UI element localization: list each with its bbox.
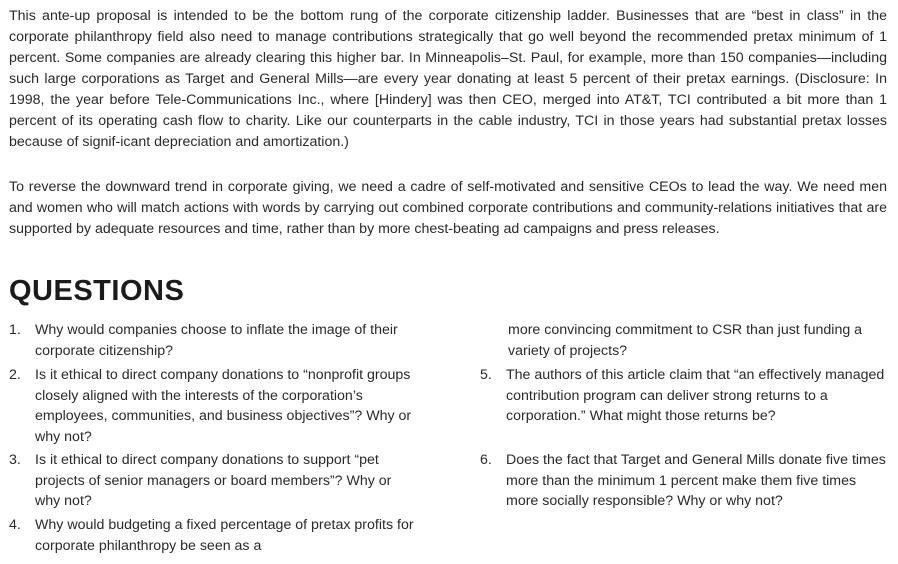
body-paragraph: This ante-up proposal is intended to be the bottom rung of the corporate citizenship ladder. Businesses that are “best in class” in the corporate philanthropy field also need to manage contributions strategically that go well beyond the recommended pretax minimum of 1 percent. Some companies are already clearing this higher bar. In Minneapolis–St. Paul, for example, more than 150 companies—including such large corporations as Target and General Mills—are every year donating at least 5 percent of their pretax earnings. (Disclosure: In 1998, the year before Tele-Communications Inc., where [Hindery] was then CEO, merged into AT&T, TCI contributed a bit more than 1 percent of its operating cash flow to charity. Like our counterparts in the cable industry, TCI in those years had substantial pretax losses because of signif-icant depreciation and amortization.) — [9, 8, 887, 150]
question-number: 3. — [9, 452, 21, 468]
question-text: Why would companies choose to inflate the image of their corporate citizenship? — [35, 322, 398, 359]
question-number: 5. — [480, 367, 492, 383]
question-continuation: more convincing commitment to CSR than just funding a variety of projects? — [508, 322, 863, 359]
question-number: 4. — [9, 517, 21, 533]
question-text: The authors of this article claim that “an effectively managed contribution program can deliver strong returns to a corporation.” What might those returns be? — [506, 367, 885, 424]
question-text: Is it ethical to direct company donations to support “pet projects of senior managers or board members”? Why or why not? — [35, 452, 392, 509]
question-number: 1. — [9, 322, 21, 338]
question-number: 2. — [9, 367, 21, 383]
question-text: Is it ethical to direct company donations to “nonprofit groups closely aligned with the interests of the corporation’s employees, communities, and business objectives”? Why or why not? — [35, 367, 412, 445]
section-heading: QUESTIONS — [9, 275, 185, 307]
body-paragraph: To reverse the downward trend in corporate giving, we need a cadre of self-motivated and sensitive CEOs to lead the way. We need men and women who will match actions with words by carrying out combined corporate contributions and community-relations initiatives that are supported by adequate resources and time, rather than by more chest-beating ad campaigns and press releases. — [9, 179, 887, 237]
question-text: Does the fact that Target and General Mills donate five times more than the minimum 1 percent make them five times more socially responsible? Why or why not? — [506, 452, 886, 509]
question-text: Why would budgeting a fixed percentage of pretax profits for corporate philanthropy be seen as a — [35, 517, 414, 554]
question-number: 6. — [480, 452, 492, 468]
